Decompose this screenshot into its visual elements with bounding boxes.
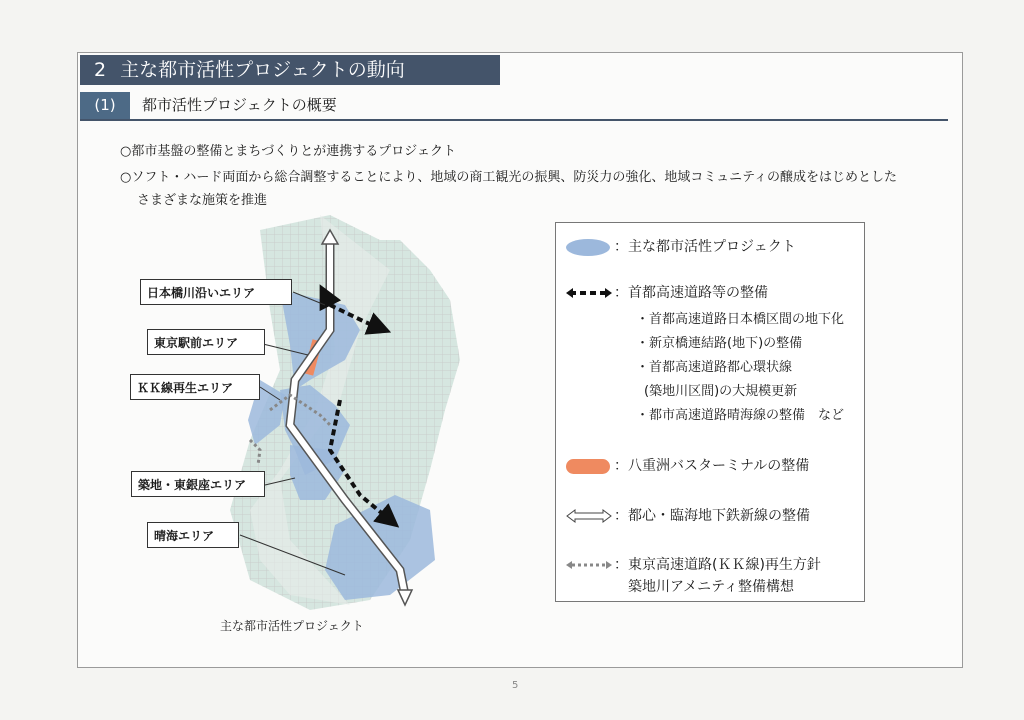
project-map	[130, 210, 470, 615]
subway-arrow-south	[398, 590, 412, 605]
project-area-swatch	[566, 239, 610, 256]
subway-swatch	[566, 509, 612, 523]
section-title-bar	[80, 55, 500, 85]
legend-expressway-detail: ・首都高速道路日本橋区間の地下化	[636, 312, 845, 327]
bullet-text: ○ソフト・ハード両面から総合調整することにより、地域の商工観光の振興、防災力の強化、地域コミュニティの醸成をはじめとした	[120, 170, 898, 185]
legend-expressway: ：首都高速道路等の整備	[614, 285, 768, 301]
legend-expressway-detail: ・首都高速道路都心環状線	[636, 360, 793, 375]
legend	[555, 222, 865, 602]
bullet-text: さまざまな施策を推進	[137, 193, 268, 208]
map-caption: 主な都市活性プロジェクト	[220, 619, 364, 633]
legend-kk-line: ：東京高速道路(ＫＫ線)再生方針	[614, 557, 821, 573]
bus-terminal-swatch	[566, 459, 610, 474]
area-label-tokyo-station: 東京駅前エリア	[147, 329, 265, 355]
legend-expressway-detail: ・都市高速道路晴海線の整備 など	[636, 408, 845, 423]
section-number: 2	[94, 59, 107, 81]
legend-expressway-detail: ・新京橋連結路(地下)の整備	[636, 336, 803, 351]
legend-kk-line-detail: 築地川アメニティ整備構想	[628, 579, 795, 595]
kk-line-swatch	[566, 559, 612, 571]
subsection-number: (1)	[80, 92, 130, 119]
section-title: 主な都市活性プロジェクトの動向	[120, 59, 405, 81]
subsection-header	[80, 92, 948, 121]
bullet-text: ○都市基盤の整備とまちづくりとが連携するプロジェクト	[120, 144, 456, 159]
area-label-tsukiji: 築地・東銀座エリア	[131, 471, 265, 497]
legend-expressway-detail: (築地川区間)の大規模更新	[644, 384, 798, 399]
area-label-nihonbashi: 日本橋川沿いエリア	[140, 279, 292, 305]
subsection-title: 都市活性プロジェクトの概要	[142, 96, 337, 114]
area-label-harumi: 晴海エリア	[147, 522, 239, 548]
legend-bus-terminal: ：八重洲バスターミナルの整備	[614, 458, 810, 474]
area-label-kk-line: ＫＫ線再生エリア	[130, 374, 260, 400]
legend-project: ：主な都市活性プロジェクト	[614, 239, 796, 255]
legend-subway: ：都心・臨海地下鉄新線の整備	[614, 508, 810, 524]
expressway-swatch	[566, 287, 612, 299]
page-number: 5	[512, 680, 519, 691]
